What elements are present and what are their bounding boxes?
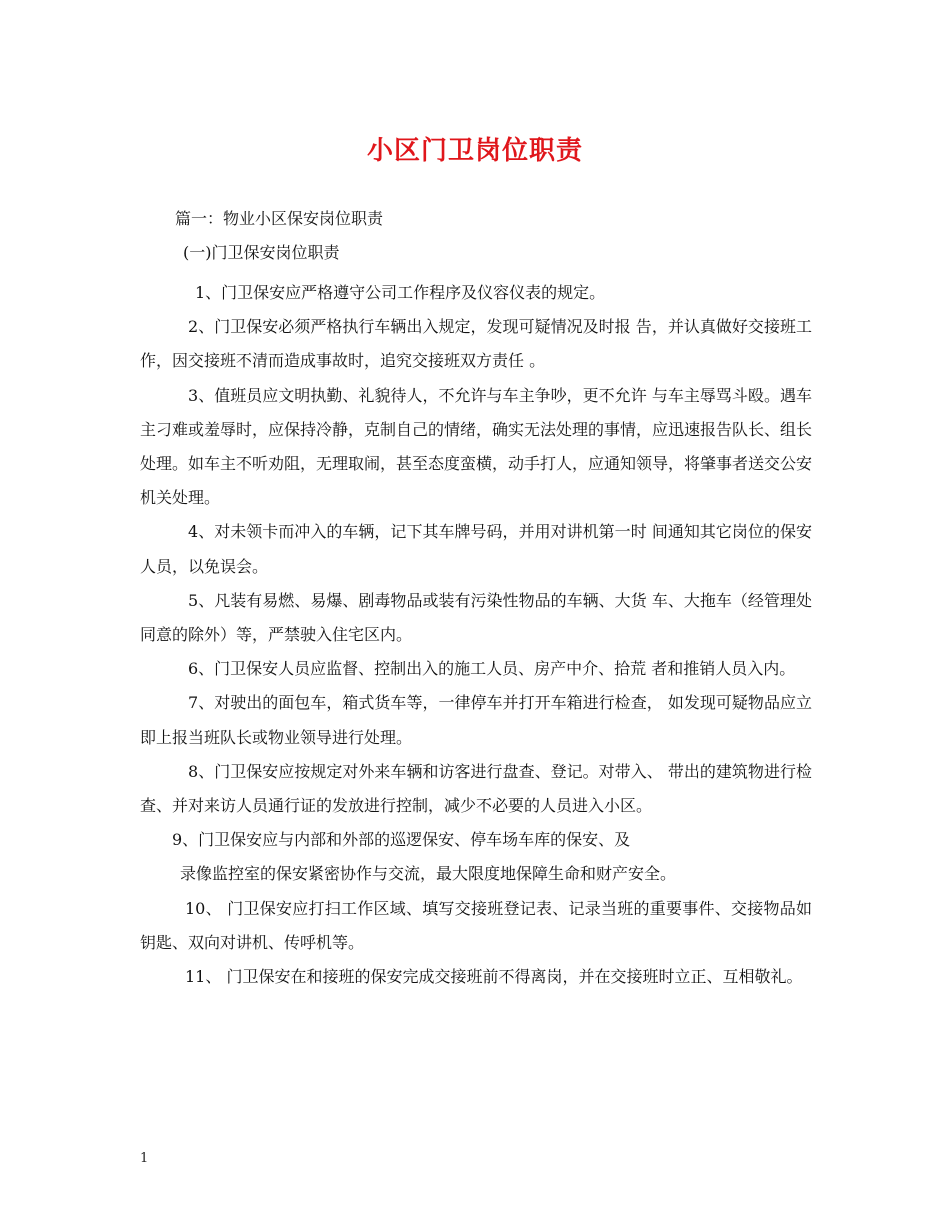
page-number: 1 xyxy=(140,1151,149,1166)
paragraph-item-6: 6、门卫保安人员应监督、控制出入的施工人员、房产中介、拾荒 者和推销人员入内。 xyxy=(188,659,796,679)
paragraph-item-10: 10、 门卫保安应打扫工作区域、填写交接班登记表、记录当班的重要事件、交接物品如钥匙、双向对讲机、传呼机等。 xyxy=(140,898,812,952)
paragraph-item-7: 7、对驶出的面包车，箱式货车等，一律停车并打开车箱进行检查， 如发现可疑物品应立即上报当班队长或物业领导进行处理。 xyxy=(140,693,812,747)
paragraph-item-4: 4、对未领卡而冲入的车辆，记下其车牌号码，并用对讲机第一时 间通知其它岗位的保安人员，以免误会。 xyxy=(140,522,812,576)
paragraph-item-9: 9、门卫保安应与内部和外部的巡逻保安、停车场车库的保安、及 xyxy=(172,830,631,850)
document-body xyxy=(140,276,812,994)
paragraph-item-3: 3、值班员应文明执勤、礼貌待人，不允许与车主争吵，更不允许 与车主辱骂斗殴。遇车主刁难或羞辱时，应保持冷静，克制自己的情绪，确实无法处理的事情，应迅速报告队长、组长处理。如车主不听劝阻，无理取闹，甚至态度蛮横，动手打人，应通知领导，将肇事者送交公安机关处理。 xyxy=(140,385,813,508)
paragraph-item-9-continued: 录像监控室的保安紧密协作与交流，最大限度地保障生命和财产安全。 xyxy=(180,864,677,884)
document-title: 小区门卫岗位职责 xyxy=(366,136,583,166)
paragraph-item-11: 11、 门卫保安在和接班的保安完成交接班前不得离岗，并在交接班时立正、互相敬礼。 xyxy=(185,967,803,987)
paragraph-item-5: 5、凡装有易燃、易爆、剧毒物品或装有污染性物品的车辆、大货 车、大拖车（经管理处同意的除外）等，严禁驶入住宅区内。 xyxy=(140,590,812,645)
paragraph-item-1: 1、门卫保安应严格遵守公司工作程序及仪容仪表的规定。 xyxy=(195,283,606,302)
paragraph-item-2: 2、门卫保安必须严格执行车辆出入规定，发现可疑情况及时报 告，并认真做好交接班工作，因交接班不清而造成事故时，追究交接班双方责任 。 xyxy=(140,317,812,371)
section-heading: 篇一：物业小区保安岗位职责 xyxy=(175,209,384,228)
paragraph-item-8: 8、门卫保安应按规定对外来车辆和访客进行盘查、登记。对带入、 带出的建筑物进行检查、并对来访人员通行证的发放进行控制，减少不必要的人员进入小区。 xyxy=(140,761,812,816)
subsection-heading: (一)门卫保安岗位职责 xyxy=(183,243,340,262)
